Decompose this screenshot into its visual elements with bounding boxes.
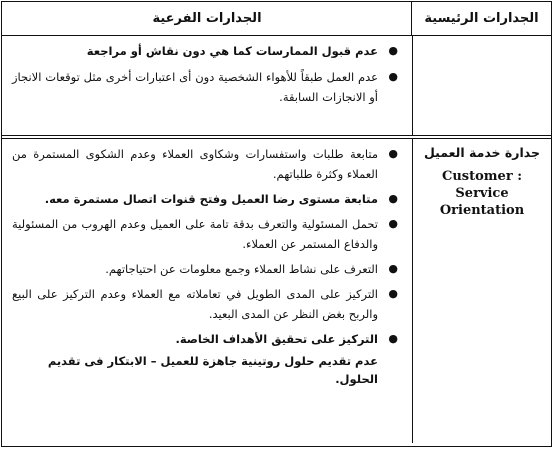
competency-table (1, 1, 552, 447)
bullet-icon: ● (388, 44, 398, 57)
main-competency-cell (412, 139, 551, 443)
list-item: ● عدم قبول الممارسات كما هي دون نقاش أو مراجعة (12, 41, 404, 61)
main-competency-cell (412, 35, 551, 135)
bullet-icon: ● (388, 192, 398, 205)
list-item: ● متابعة مستوى رضا العميل وفتح قنوات اتصال مستمرة معه. (12, 189, 404, 209)
bullet-icon: ● (388, 147, 398, 160)
list-item: ● تحمل المسئولية والتعرف بدقة تامة على العميل وعدم الهروب من المسئولية والدفاع المستمر عن العملاء. (12, 214, 404, 254)
list-item: ● عدم العمل طبقاً للأهواء الشخصية دون أى اعتبارات أخرى مثل توقعات الانجاز أو الانجازات السابقة. (12, 67, 404, 107)
bullet-icon: ● (388, 217, 398, 230)
list-item: ● متابعة طلبات واستفسارات وشكاوى العملاء وعدم الشكوى المستمرة من العملاء وكثرة طلباتهم. (12, 144, 404, 184)
bullet-icon: ● (388, 332, 398, 345)
list-item: ● التركيز على المدى الطويل في تعاملاته مع العملاء وعدم التركيز على البيع والربح بغض النظر عن المدى البعيد. (12, 284, 404, 324)
sub-competency-cell (2, 35, 412, 135)
bullet-icon: ● (388, 70, 398, 83)
sub-competency-cell (2, 139, 412, 443)
table-row (2, 35, 551, 139)
bullet-icon: ● (388, 287, 398, 300)
table-row (2, 139, 551, 443)
table-header (2, 2, 551, 36)
header-main-competencies: الجدارات الرئيسية (411, 2, 551, 35)
list-item: ● التعرف على نشاط العملاء وجمع معلومات عن احتياجاتهم. (12, 259, 404, 279)
trailing-text: عدم تقديم حلول روتينية جاهزة للعميل – الابتكار فى تقديم الحلول. (47, 354, 378, 386)
header-sub-competencies: الجدارات الفرعية (152, 11, 262, 26)
bullet-icon: ● (388, 262, 398, 275)
list-item: ● التركيز على تحقيق الأهداف الخاصة. (12, 329, 404, 349)
competency-title-ar: جدارة خدمة العميل (423, 145, 540, 160)
competency-title-en: Customer : Service Orientation (439, 169, 525, 218)
